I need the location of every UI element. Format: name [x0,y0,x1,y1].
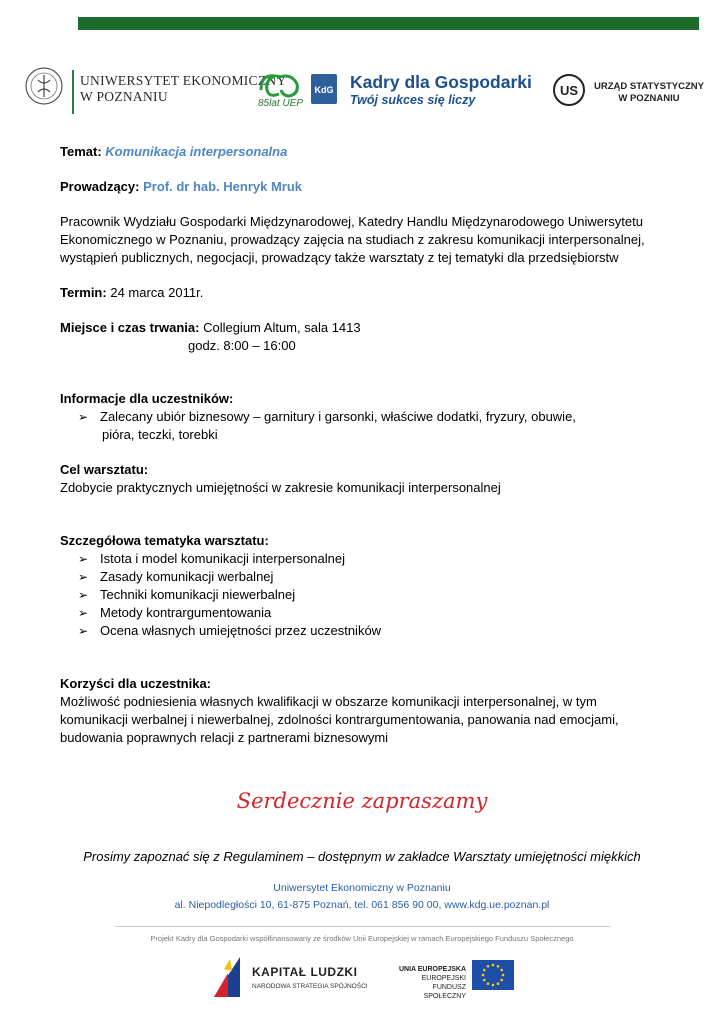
eu-fund-text: UNIA EUROPEJSKA EUROPEJSKI FUNDUSZ SPOŁECZNY [398,966,466,1000]
kapital-ludzki-title: KAPITAŁ LUDZKI [252,965,358,979]
arrow-bullet-icon: ➢ [78,606,89,620]
list-item: ➢ Ocena własnych umiejętności przez uczestników [78,623,382,638]
arrow-bullet-icon: ➢ [78,624,89,638]
arrow-bullet-icon: ➢ [78,552,89,566]
list-item: ➢ Metody kontrargumentowania [78,605,272,620]
arrow-bullet-icon: ➢ [78,588,89,602]
lead-line: Prowadzący: Prof. dr hab. Henryk Mruk [60,179,303,194]
footer-divider [115,926,610,927]
header-divider [72,70,74,114]
list-item-continuation: pióra, teczki, torebki [102,427,218,442]
kdg-title: Kadry dla Gospodarki [350,72,532,92]
list-item: ➢ Zasady komunikacji werbalnej [78,569,274,584]
bio-paragraph: Pracownik Wydziału Gospodarki Międzynarodowej, Katedry Handlu Międzynarodowego Uniwersytetu Ekonomicznego w Poznaniu, prowadzący zajęcia na studiach z zakresu komunikacji interpersonalnej, wystąpień publicznych, negocjacji, prowadzący także warsztaty z tej tematyki dla przedsiębiorstw [60,214,645,265]
project-funding-note: Projekt Kadry dla Gospodarki współfinansowany ze środków Unii Europejskiej w ramach Europejskiego Funduszu Społecznego [150,934,574,943]
university-seal-icon [24,66,64,106]
invitation-text: Serdecznie zapraszamy [236,789,488,813]
uep-85-text: 85lat UEP [258,98,304,109]
list-item: ➢ Techniki komunikacji niewerbalnej [78,587,296,602]
regulations-note: Prosimy zapoznać się z Regulaminem – dostępnym w zakładce Warsztaty umiejętności miękkich [83,849,641,864]
date-value: 24 marca 2011r. [110,285,204,300]
urzad-statystyczny-name: URZĄD STATYSTYCZNY W POZNANIU [594,81,704,104]
urzad-statystyczny-logo-icon [551,74,587,106]
footer-address-details: al. Niepodległości 10, 61-875 Poznań, tel. 061 856 90 00, www.kdg.ue.poznan.pl [174,899,550,911]
kapital-ludzki-logo-icon [210,953,244,1001]
kdg-subtitle: Twój sukces się liczy [350,93,476,107]
benefits-heading: Korzyści dla uczestnika: [60,676,211,691]
topic-line: Temat: Komunikacja interpersonalna [60,144,288,159]
footer-address-name: Uniwersytet Ekonomiczny w Poznaniu [273,882,451,894]
arrow-bullet-icon: ➢ [78,570,89,584]
lead-value: Prof. dr hab. Henryk Mruk [143,179,303,194]
topic-value: Komunikacja interpersonalna [105,144,288,159]
topics-heading: Szczegółowa tematyka warsztatu: [60,533,269,548]
svg-text:US: US [559,83,579,98]
kapital-ludzki-subtitle: NARODOWA STRATEGIA SPÓJNOŚCI [252,983,368,990]
place-value: Collegium Altum, sala 1413 [203,320,361,335]
place-line: Miejsce i czas trwania: Collegium Altum, sala 1413 [60,320,361,335]
svg-text:KdG: KdG [314,85,334,95]
list-item: ➢ Istota i model komunikacji interpersonalnej [78,551,345,566]
eu-flag-icon [472,960,514,990]
date-line: Termin: 24 marca 2011r. [60,285,204,300]
time-value: godz. 8:00 – 16:00 [188,338,296,353]
arrow-bullet-icon: ➢ [78,410,89,424]
info-heading: Informacje dla uczestników: [60,391,234,406]
kdg-logo-icon [311,74,337,104]
benefits-paragraph: Możliwość podniesienia własnych kwalifikacji w obszarze komunikacji interpersonalnej, w tym komunikacji werbalnej i niewerbalnej, zdolności kontrargumentowania, panowania nad emocjami, budowania poprawnych relacji z partnerami biznesowymi [60,694,619,745]
list-item: ➢ Zalecany ubiór biznesowy – garnitury i garsonki, właściwe dodatki, fryzury, obuwie, [78,409,576,424]
top-green-bar [78,17,699,30]
goal-text: Zdobycie praktycznych umiejętności w zakresie komunikacji interpersonalnej [60,480,501,495]
university-name: UNIWERSYTET EKONOMICZNY W POZNANIU [80,73,287,104]
goal-heading: Cel warsztatu: [60,462,149,477]
